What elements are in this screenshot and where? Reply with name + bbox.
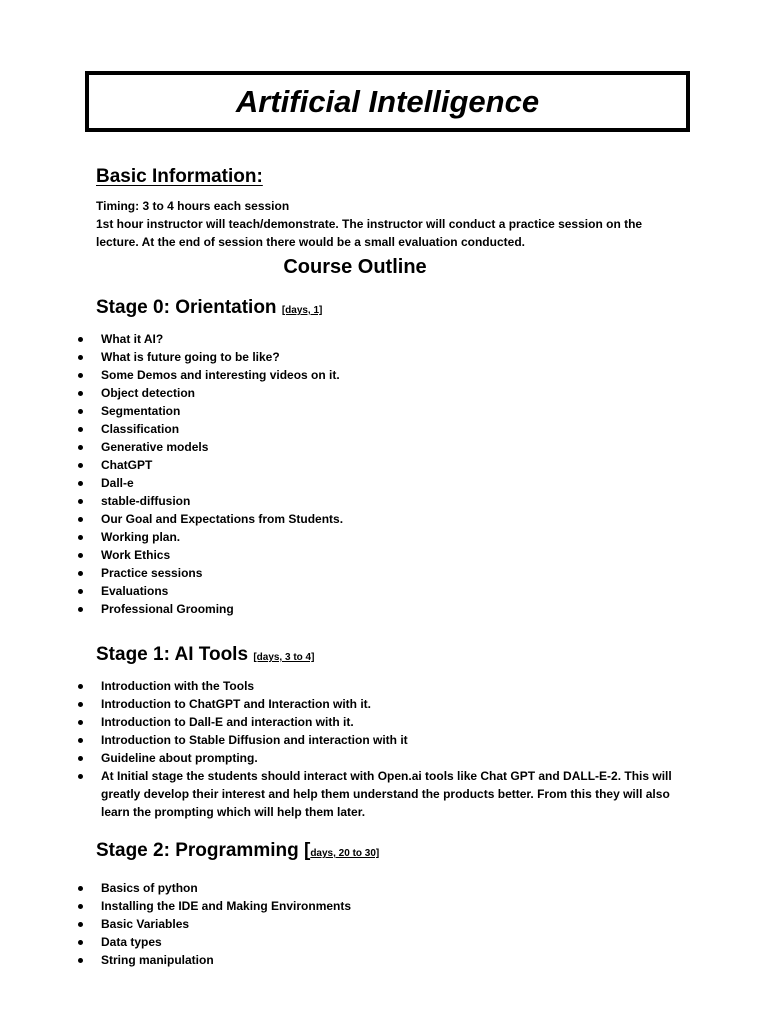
list-item [0, 348, 640, 366]
bullet-icon [78, 774, 83, 779]
list-item-text: What it AI? [101, 332, 164, 346]
basic-information-heading: Basic Information: [96, 166, 263, 187]
info-line-timing: Timing: 3 to 4 hours each session [96, 199, 290, 213]
title-box [85, 71, 690, 132]
basic-information-text [96, 197, 676, 251]
list-item [0, 402, 640, 420]
stage-0-list [0, 330, 640, 618]
list-item-text: Some Demos and interesting videos on it. [101, 368, 340, 382]
info-line-evaluation: lecture. At the end of session there would be a small evaluation conducted. [96, 235, 525, 249]
bullet-icon [78, 756, 83, 761]
bullet-icon [78, 904, 83, 909]
bullet-icon [78, 427, 83, 432]
course-outline-text: Course Outline [283, 256, 427, 278]
list-item-text: Working plan. [101, 530, 181, 544]
list-item [0, 749, 640, 767]
list-item-text: Introduction to Stable Diffusion and interaction with it [101, 733, 408, 747]
list-item-text: Object detection [101, 386, 196, 400]
bullet-icon [78, 922, 83, 927]
stage-2-heading [96, 840, 379, 862]
info-line-instructor: 1st hour instructor will teach/demonstrate. The instructor will conduct a practice session on the [96, 217, 643, 231]
list-item [0, 474, 640, 492]
bullet-icon [78, 499, 83, 504]
stage-1-heading [96, 644, 314, 666]
bullet-icon [78, 337, 83, 342]
list-item [0, 330, 640, 348]
bullet-icon [78, 958, 83, 963]
bullet-icon [78, 720, 83, 725]
list-item-text: Guideline about prompting. [101, 751, 258, 765]
list-item [0, 564, 640, 582]
list-item-text: Practice sessions [101, 566, 203, 580]
list-item [0, 879, 640, 897]
list-item-text: Work Ethics [101, 548, 171, 562]
stage-2-bracket: [ [304, 840, 311, 861]
list-item-text: Introduction to ChatGPT and Interaction with it. [101, 697, 371, 711]
list-item [0, 695, 640, 713]
bullet-icon [78, 355, 83, 360]
bullet-icon [78, 886, 83, 891]
list-item-text: Generative models [101, 440, 209, 454]
stage-1-list [0, 677, 672, 821]
list-item-text: What is future going to be like? [101, 350, 280, 364]
list-item [0, 384, 640, 402]
bullet-icon [78, 589, 83, 594]
list-item [0, 713, 640, 731]
list-item [0, 933, 640, 951]
bullet-icon [78, 535, 83, 540]
list-item-text: Introduction to Dall-E and interaction with it. [101, 715, 354, 729]
list-item [0, 546, 640, 564]
bullet-icon [78, 481, 83, 486]
list-item-text: String manipulation [101, 953, 214, 967]
bullet-icon [78, 553, 83, 558]
list-item-text: At Initial stage the students should interact with Open.ai tools like Chat GPT and DALL-E-2. This will greatly develop their interest and help them understand the products better. From this they will also learn the prompting which will help them later. [101, 769, 672, 819]
stage-2-days: days, 20 to 30] [310, 848, 380, 859]
bullet-icon [78, 463, 83, 468]
list-item-text: Basic Variables [101, 917, 190, 931]
list-item-text: Classification [101, 422, 180, 436]
stage-1-title: Stage 1: AI Tools [96, 644, 249, 665]
course-outline-heading [0, 256, 710, 279]
bullet-icon [78, 684, 83, 689]
list-item-text: Segmentation [101, 404, 181, 418]
list-item-text: ChatGPT [101, 458, 153, 472]
list-item-text: Our Goal and Expectations from Students. [101, 512, 344, 526]
list-item [0, 767, 681, 821]
stage-2-list [0, 879, 640, 969]
list-item-text: Installing the IDE and Making Environments [101, 899, 352, 913]
list-item [0, 582, 640, 600]
stage-2-title: Stage 2: Programming [96, 840, 299, 861]
bullet-icon [78, 940, 83, 945]
list-item [0, 951, 640, 969]
bullet-icon [78, 571, 83, 576]
list-item [0, 420, 640, 438]
stage-0-heading [96, 297, 322, 319]
list-item [0, 492, 640, 510]
stage-0-title: Stage 0: Orientation [96, 297, 277, 318]
bullet-icon [78, 702, 83, 707]
bullet-icon [78, 391, 83, 396]
bullet-icon [78, 409, 83, 414]
list-item [0, 897, 640, 915]
bullet-icon [78, 373, 83, 378]
bullet-icon [78, 607, 83, 612]
bullet-icon [78, 445, 83, 450]
list-item-text: Introduction with the Tools [101, 679, 255, 693]
list-item [0, 731, 640, 749]
bullet-icon [78, 517, 83, 522]
document-title: Artificial Intelligence [235, 83, 540, 119]
list-item-text: Dall-e [101, 476, 134, 490]
list-item-text: Basics of python [101, 881, 198, 895]
list-item-text: stable-diffusion [101, 494, 191, 508]
list-item-text: Professional Grooming [101, 602, 234, 616]
list-item [0, 677, 640, 695]
list-item-text: Evaluations [101, 584, 169, 598]
stage-1-days: [days, 3 to 4] [253, 652, 315, 663]
list-item [0, 510, 640, 528]
stage-0-days: [days, 1] [281, 305, 323, 316]
list-item [0, 438, 640, 456]
list-item [0, 366, 640, 384]
list-item-text: Data types [101, 935, 162, 949]
list-item [0, 600, 640, 618]
list-item [0, 915, 640, 933]
bullet-icon [78, 738, 83, 743]
list-item [0, 528, 640, 546]
list-item [0, 456, 640, 474]
